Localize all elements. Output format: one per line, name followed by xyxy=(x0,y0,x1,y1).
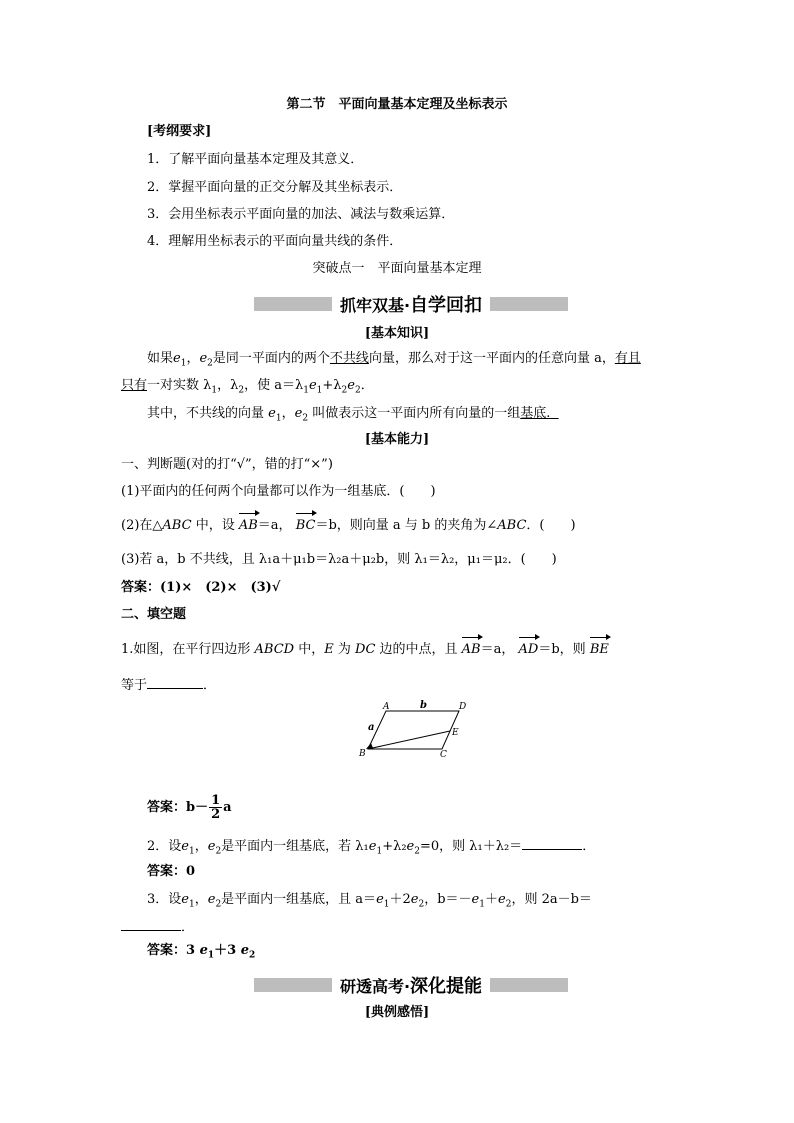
basis-term: 基底. xyxy=(520,406,551,421)
parallelogram-figure xyxy=(350,697,470,759)
answer-3: 答案：3 $e_1+3$ $e_2$ xyxy=(147,943,256,961)
label-B: B xyxy=(359,749,366,759)
requirement-item: 3．会用坐标表示平面向量的加法、减法与数乘运算． xyxy=(147,207,455,222)
fill-q1: 1.如图，在平行四边形 ABCD 中，E 为 DC 边的中点，且 AB＝a， AD＝b，则 BE xyxy=(121,640,609,660)
vector-AB: AB xyxy=(462,640,481,660)
banner-bar xyxy=(254,978,332,992)
arrow-head xyxy=(366,743,373,749)
answer-1: 答案：b－ $\frac{1}{2}$ a xyxy=(147,793,232,822)
judge-q2: (2)在△ABC 中，设 AB＝a， BC＝b，则向量 a 与 b 的夹角为∠ABC．( ) xyxy=(121,516,576,536)
label-E: E xyxy=(452,728,459,738)
section-banner xyxy=(254,971,568,999)
typical-heading: [典例感悟] xyxy=(364,1005,430,1020)
vector-AB: AB xyxy=(239,516,258,536)
fraction-half: $\frac{1}{2}$ xyxy=(211,793,221,822)
vector-AD: AD xyxy=(519,640,539,660)
fill-q1-cont: 等于 ． xyxy=(121,674,216,696)
judge-q1: (1)平面内的任何两个向量都可以作为一组基底．( ) xyxy=(121,484,436,499)
banner-text: 研透高考·深化提能 xyxy=(339,976,483,997)
vector-BC: BC xyxy=(296,516,316,536)
answer-2: 答案：0 xyxy=(147,864,196,879)
label-a: a xyxy=(368,722,375,733)
parallelogram-shape xyxy=(368,711,459,749)
requirement-item: 4．理解用坐标表示的平面向量共线的条件． xyxy=(147,234,403,249)
section-title: 第二节 平面向量基本定理及坐标表示 xyxy=(286,97,508,112)
theorem-line-2: 只有一对实数 $\lambda_1$，$\lambda_2$，使 $a=\lambda_1e_1+\lambda_2e_2$． xyxy=(121,378,374,396)
judge-answer: 答案：(1)× (2)× (3)√ xyxy=(121,580,281,595)
answer-blank xyxy=(121,916,181,931)
banner-bar xyxy=(490,297,568,311)
outline-heading: [考纲要求] xyxy=(147,124,212,139)
section-banner xyxy=(254,290,568,318)
basic-ability-heading: [基本能力] xyxy=(364,432,430,447)
banner-bar xyxy=(490,978,568,992)
fill-q2: 2．设$e_1$，$e_2$是平面内一组基底，若 $\lambda_1e_1+\lambda_2e_2=0$，则 λ₁＋λ₂＝ ． xyxy=(147,835,595,862)
requirement-item: 2．掌握平面向量的正交分解及其坐标表示． xyxy=(147,180,403,195)
requirement-item: 1．了解平面向量基本定理及其意义． xyxy=(147,152,364,167)
theorem-line-1: 如果$e_1$，$e_2$是同一平面内的两个不共线向量，那么对于这一平面内的任意向量 a，有且 xyxy=(147,351,641,369)
label-A: A xyxy=(383,702,390,712)
fill-q3: 3．设$e_1$，$e_2$是平面内一组基底，且 $a=e_1+2e_2$，$b=-e_1+e_2$，则 2a－b＝ xyxy=(147,892,592,910)
noncollinear-term: 不共线 xyxy=(329,351,369,366)
label-b: b xyxy=(420,700,427,711)
exists-term: 有且 xyxy=(614,351,641,366)
theorem-line-3: 其中，不共线的向量 $e_1$，$e_2$ 叫做表示这一平面内所有向量的一组基底. xyxy=(147,406,551,424)
fill-heading: 二、填空题 xyxy=(121,607,187,622)
label-D: D xyxy=(459,702,467,712)
fill-q3-cont: ． xyxy=(121,916,194,938)
banner-text: 抓牢双基·自学回扣 xyxy=(339,295,483,316)
basic-knowledge-heading: [基本知识] xyxy=(364,326,430,341)
segment-BE xyxy=(368,731,450,749)
vector-BE: BE xyxy=(590,640,609,660)
banner-bar xyxy=(254,297,332,311)
answer-blank xyxy=(522,835,582,850)
judge-q3: (3)若 a，b 不共线，且 λ₁a＋μ₁b＝λ₂a＋μ₂b，则 λ₁＝λ₂，μ₁＝μ₂．( ) xyxy=(121,552,557,567)
label-C: C xyxy=(440,750,447,759)
judge-heading: 一、判断题(对的打“√”，错的打“×”) xyxy=(121,457,333,472)
answer-blank xyxy=(147,674,203,689)
breakthrough-title: 突破点一 平面向量基本定理 xyxy=(312,261,482,276)
